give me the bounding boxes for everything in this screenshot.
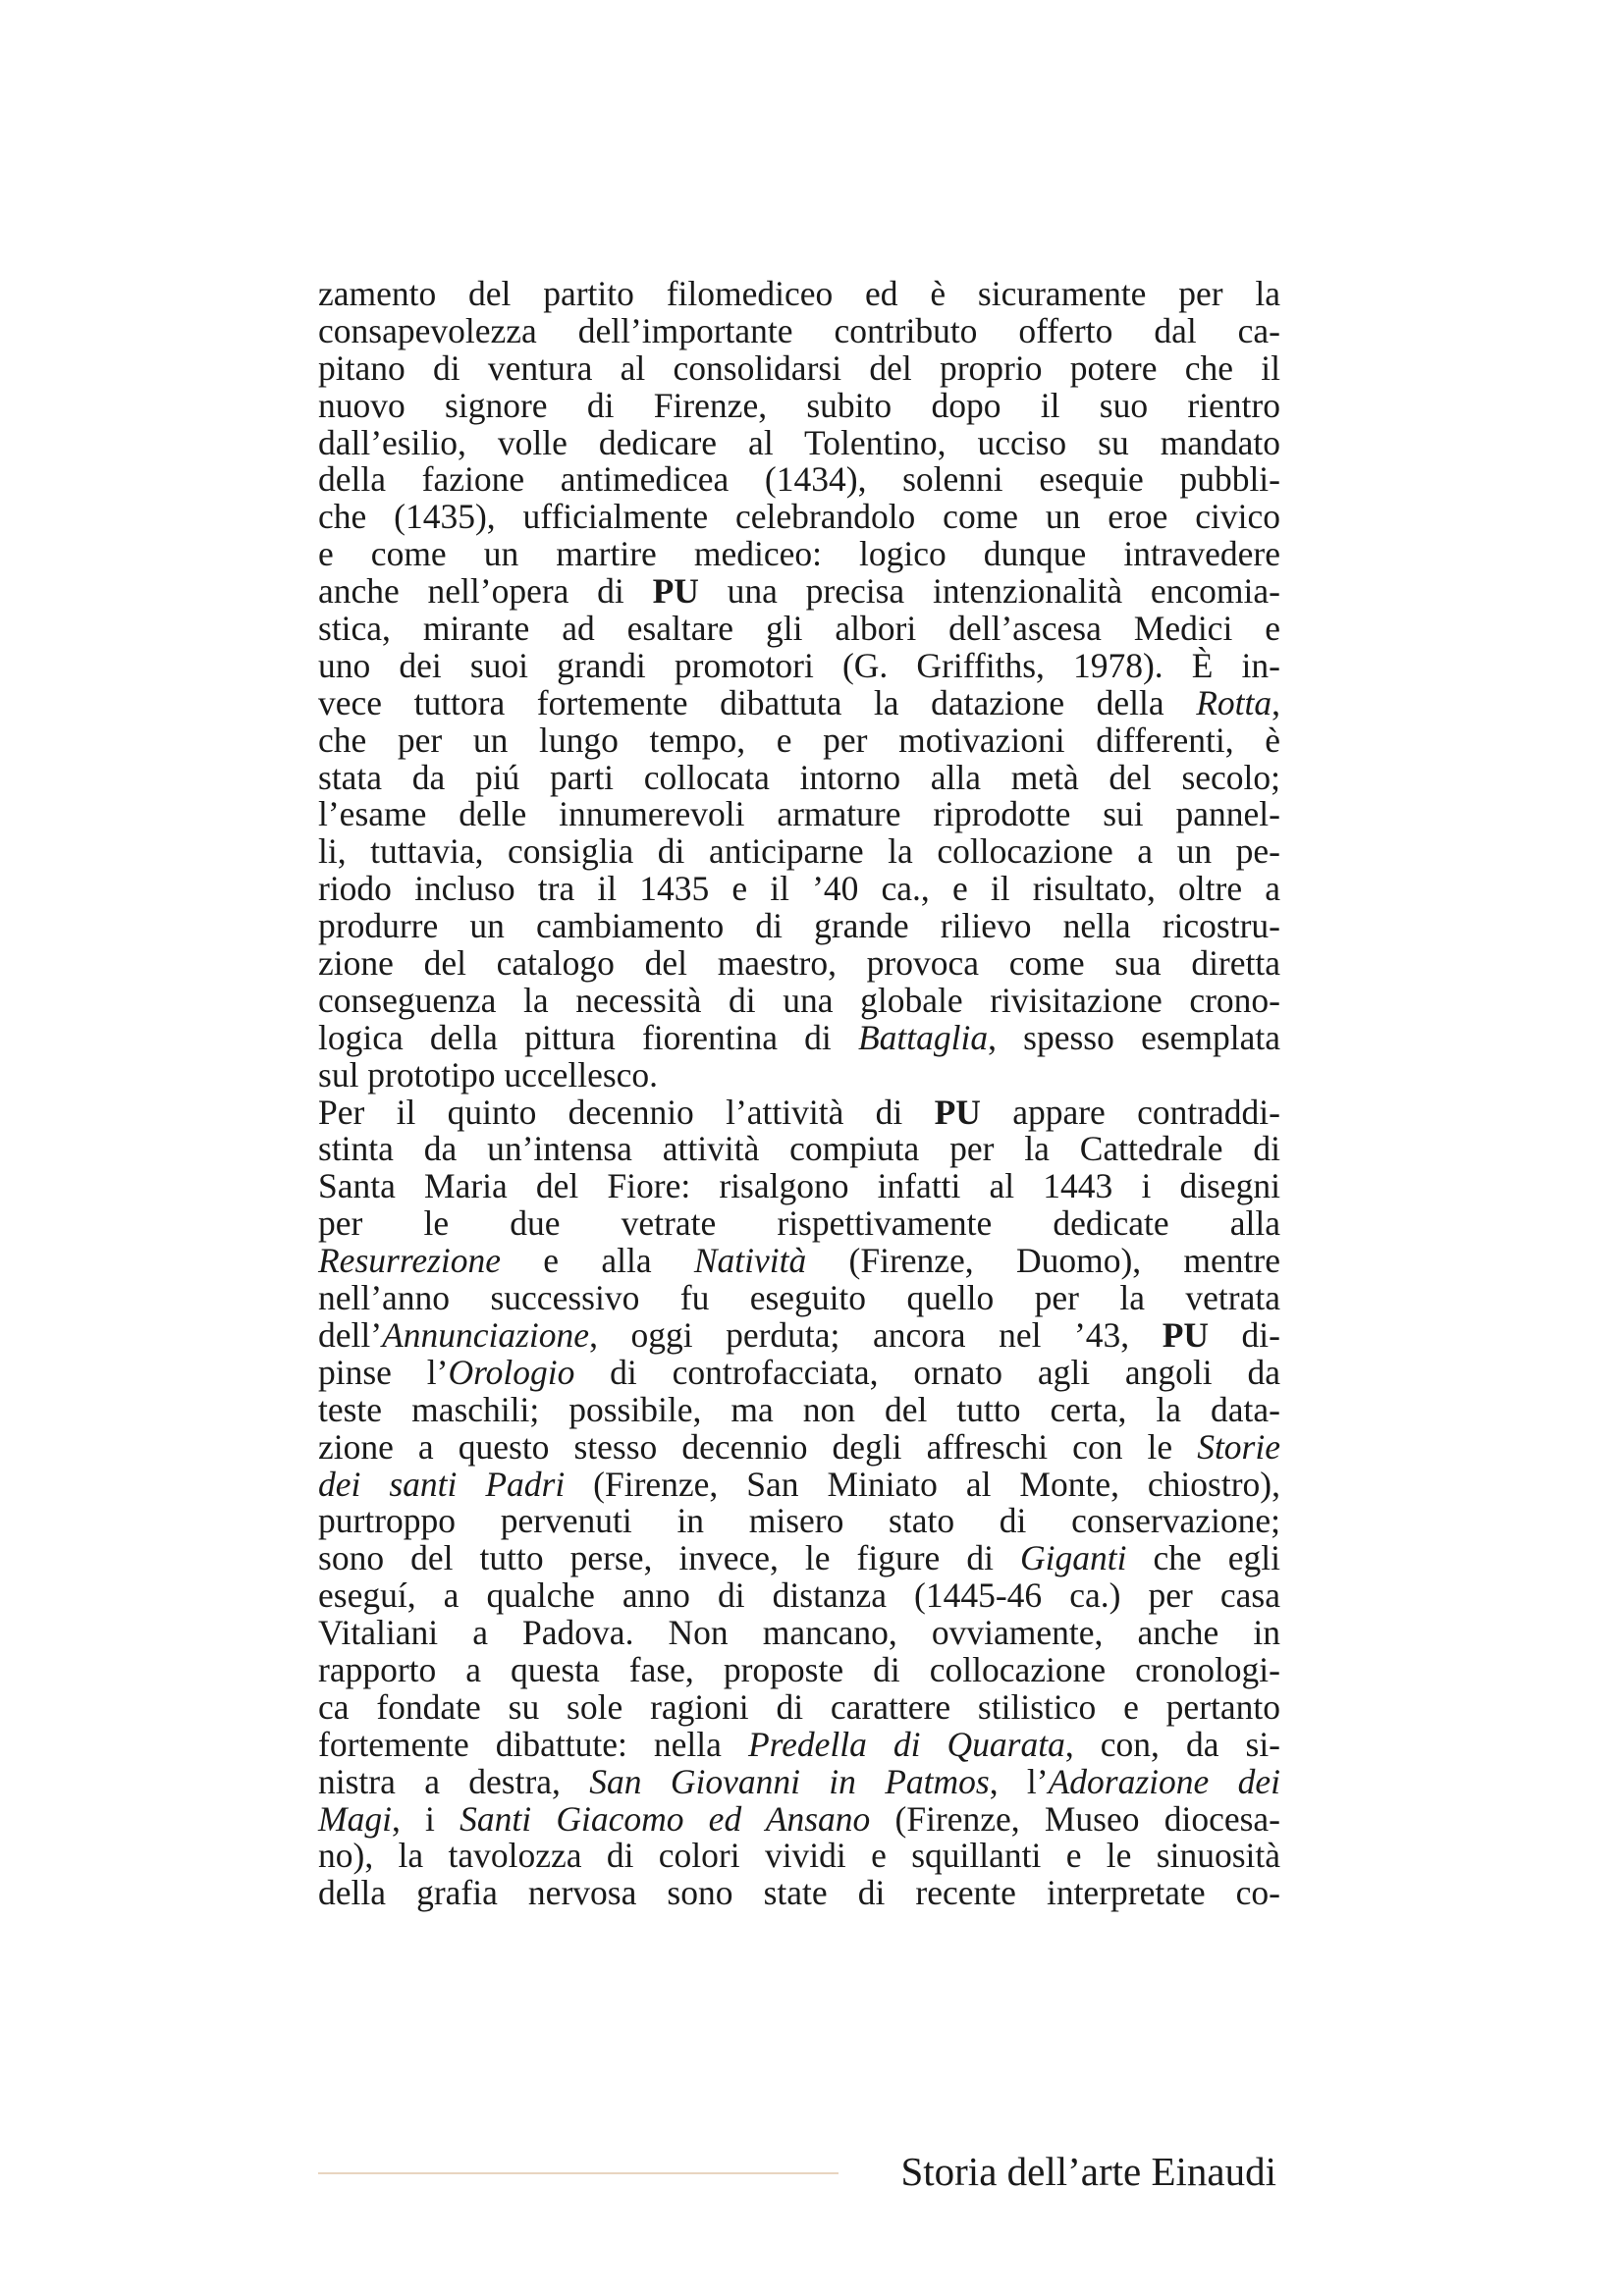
text-line <box>318 276 1280 313</box>
text-line <box>318 1838 1280 1875</box>
artwork-title: Annunciazione <box>382 1314 590 1355</box>
text-run: che per un lungo tempo, e per motivazioni differenti, è <box>318 720 1280 760</box>
text-run: e come un martire mediceo: logico dunque intravedere <box>318 534 1280 574</box>
text-run: dall’esilio, volle dedicare al Tolentino, ucciso su mandato <box>318 422 1280 462</box>
artwork-title: Santi Giacomo ed Ansano <box>460 1798 871 1839</box>
text-run: no), la tavolozza di colori vividi e squillanti e le sinuosità <box>318 1836 1280 1876</box>
artwork-title: Battaglia <box>857 1017 989 1057</box>
text-run: dell’ <box>318 1314 383 1355</box>
text-line <box>318 1092 1280 1132</box>
text-run: , spesso esemplata <box>988 1017 1280 1057</box>
text-run: Vitaliani a Padova. Non mancano, ovviamente, anche in <box>318 1613 1280 1653</box>
text-run: pitano di ventura al consolidarsi del proprio potere che il <box>318 347 1280 388</box>
artwork-title: Resurrezione <box>318 1241 502 1281</box>
text-line <box>318 1503 1280 1540</box>
text-line <box>318 1649 1280 1689</box>
text-line <box>318 945 1280 983</box>
text-run: di- <box>1209 1314 1280 1355</box>
text-line <box>318 757 1280 797</box>
text-run: rapporto a questa fase, proposte di collocazione cronologi- <box>318 1649 1280 1689</box>
text-line <box>318 422 1280 462</box>
text-line <box>318 536 1280 573</box>
artwork-title: Predella di Quarata <box>747 1724 1065 1764</box>
artwork-title: Orologio <box>448 1352 575 1392</box>
text-line <box>318 1280 1280 1317</box>
footer-publisher: Storia dell’arte Einaudi <box>900 2149 1276 2194</box>
text-line <box>318 1314 1280 1355</box>
text-run: produrre un cambiamento di grande rilievo nella ricostru- <box>318 906 1280 946</box>
text-line <box>318 461 1280 499</box>
text-line <box>318 871 1280 908</box>
text-run: appare contraddi- <box>980 1092 1280 1132</box>
artwork-title: Natività <box>693 1241 807 1281</box>
text-run: zione del catalogo del maestro, provoca come sua diretta <box>318 943 1280 984</box>
text-line <box>318 1464 1280 1504</box>
text-run: purtroppo pervenuti in misero stato di conservazione; <box>318 1501 1280 1541</box>
text-run: nistra a destra, <box>318 1761 590 1801</box>
text-line <box>318 1168 1280 1205</box>
text-line <box>318 1426 1280 1467</box>
text-line <box>318 1577 1280 1615</box>
author-abbrev: PU <box>652 571 699 612</box>
author-abbrev: PU <box>934 1092 981 1132</box>
text-run: (Firenze, Museo diocesa- <box>870 1798 1280 1839</box>
text-run: ca fondate su sole ragioni di carattere stilistico e pertanto <box>318 1686 1280 1727</box>
text-line <box>318 682 1280 722</box>
text-run: zione a questo stesso decennio degli affreschi con le <box>318 1426 1198 1467</box>
text-line <box>318 1352 1280 1392</box>
text-line <box>318 1131 1280 1168</box>
text-line <box>318 1724 1280 1764</box>
artwork-title: Storie <box>1197 1426 1280 1467</box>
text-run: (Firenze, San Miniato al Monte, chiostro), <box>565 1464 1280 1504</box>
text-run: stata da piú parti collocata intorno alla metà del secolo; <box>318 757 1280 797</box>
text-run: nuovo signore di Firenze, subito dopo il suo rientro <box>318 385 1280 425</box>
text-run: di controfacciata, ornato agli angoli da <box>574 1352 1280 1392</box>
author-abbrev: PU <box>1162 1314 1210 1355</box>
text-run: , l’ <box>989 1761 1049 1801</box>
body-text <box>318 276 1280 1912</box>
text-run: , <box>1271 682 1280 722</box>
text-line <box>318 385 1280 425</box>
text-line <box>318 833 1280 871</box>
text-run: sul prototipo uccellesco. <box>318 1054 659 1095</box>
text-run: l’esame delle innumerevoli armature riprodotte sui pannel- <box>318 794 1280 834</box>
text-run: , con, da si- <box>1064 1724 1280 1764</box>
text-run: , oggi perduta; ancora nel ’43, <box>589 1314 1163 1355</box>
text-run: per le due vetrate rispettivamente dedicate alla <box>318 1203 1280 1244</box>
text-line <box>318 1054 1280 1095</box>
text-run: (Firenze, Duomo), mentre <box>806 1241 1280 1281</box>
text-line <box>318 1389 1280 1429</box>
text-line <box>318 347 1280 388</box>
text-run: uno dei suoi grandi promotori (G. Griffiths, 1978). È in- <box>318 645 1280 685</box>
text-line <box>318 980 1280 1020</box>
text-run: nell’anno successivo fu eseguito quello per la vetrata <box>318 1278 1280 1318</box>
text-line <box>318 1017 1280 1057</box>
text-run: che (1435), ufficialmente celebrandolo come un eroe civico <box>318 497 1280 537</box>
text-line <box>318 1686 1280 1727</box>
artwork-title: Magi <box>318 1798 392 1839</box>
text-line <box>318 1540 1280 1577</box>
text-run: li, tuttavia, consiglia di anticiparne la collocazione a un pe- <box>318 831 1280 872</box>
text-run: anche nell’opera di <box>318 571 653 612</box>
text-run: riodo incluso tra il 1435 e il ’40 ca., e il risultato, oltre a <box>318 869 1280 909</box>
text-run: della fazione antimedicea (1434), solenni esequie pubbli- <box>318 459 1280 500</box>
text-run: consapevolezza dell’importante contributo offerto dal ca- <box>318 310 1280 350</box>
text-run: e alla <box>501 1241 694 1281</box>
text-run: sono del tutto perse, invece, le figure di <box>318 1538 1020 1578</box>
text-run: logica della pittura fiorentina di <box>318 1017 858 1057</box>
artwork-title: Giganti <box>1019 1538 1127 1578</box>
text-line <box>318 1798 1280 1839</box>
text-run: conseguenza la necessità di una globale rivisitazione crono- <box>318 980 1280 1020</box>
text-line <box>318 1615 1280 1652</box>
text-line <box>318 1875 1280 1912</box>
text-line <box>318 611 1280 648</box>
text-line <box>318 499 1280 536</box>
text-line <box>318 1243 1280 1280</box>
text-run: eseguí, a qualche anno di distanza (1445-46 ca.) per casa <box>318 1575 1280 1616</box>
text-line <box>318 1205 1280 1243</box>
text-run: pinse l’ <box>318 1352 449 1392</box>
text-run: stinta da un’intensa attività compiuta per la Cattedrale di <box>318 1129 1280 1169</box>
text-line <box>318 645 1280 685</box>
text-run: vece tuttora fortemente dibattuta la datazione della <box>318 682 1197 722</box>
text-run: , i <box>391 1798 460 1839</box>
artwork-title: Adorazione dei <box>1048 1761 1280 1801</box>
artwork-title: Rotta <box>1196 682 1272 722</box>
text-run: zamento del partito filomediceo ed è sicuramente per la <box>318 274 1280 313</box>
text-line <box>318 796 1280 833</box>
text-line <box>318 310 1280 350</box>
text-run: della grafia nervosa sono state di recente interpretate co- <box>318 1873 1280 1913</box>
text-run: fortemente dibattute: nella <box>318 1724 748 1764</box>
artwork-title: San Giovanni in Patmos <box>589 1761 990 1801</box>
text-run: una precisa intenzionalità encomia- <box>698 571 1280 612</box>
footer-rule <box>318 2172 839 2174</box>
text-line <box>318 908 1280 945</box>
artwork-title: dei santi Padri <box>318 1464 566 1504</box>
text-run: teste maschili; possibile, ma non del tutto certa, la data- <box>318 1389 1280 1429</box>
text-run: Santa Maria del Fiore: risalgono infatti al 1443 i disegni <box>318 1166 1280 1206</box>
text-run: Per il quinto decennio l’attività di <box>318 1092 935 1132</box>
text-run: stica, mirante ad esaltare gli albori dell’ascesa Medici e <box>318 609 1280 649</box>
text-run: che egli <box>1126 1538 1280 1578</box>
text-line <box>318 722 1280 760</box>
text-line <box>318 573 1280 611</box>
text-line <box>318 1761 1280 1801</box>
